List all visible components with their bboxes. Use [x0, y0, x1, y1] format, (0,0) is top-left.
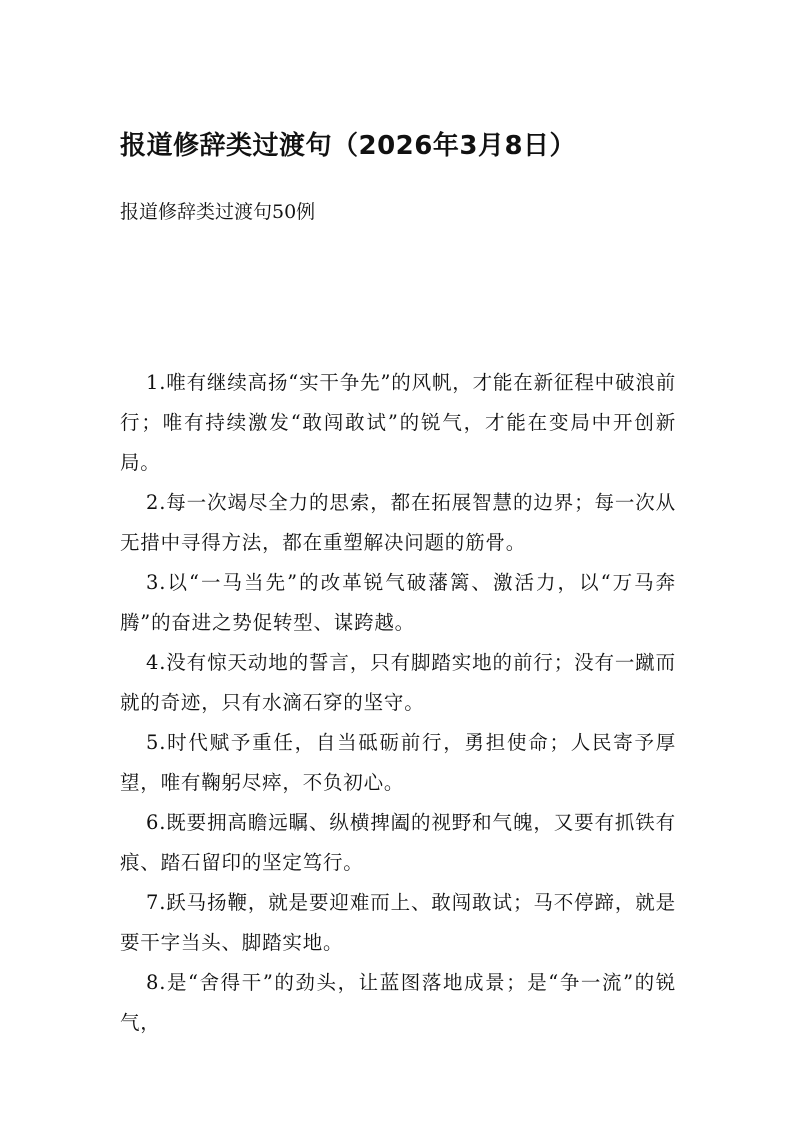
- paragraph-5: 5.时代赋予重任，自当砥砺前行，勇担使命；人民寄予厚望，唯有鞠躬尽瘁，不负初心。: [120, 731, 676, 794]
- document-subtitle: 报道修辞类过渡句50例: [120, 201, 316, 223]
- paragraph-3: 3.以“一马当先”的改革锐气破藩篱、激活力，以“万马奔腾”的奋进之势促转型、谋跨越。: [120, 571, 676, 634]
- paragraph-6: 6.既要拥高瞻远瞩、纵横捭阖的视野和气魄，又要有抓铁有痕、踏石留印的坚定笃行。: [120, 811, 676, 874]
- paragraph-1: 1.唯有继续高扬“实干争先”的风帆，才能在新征程中破浪前行；唯有持续激发“敢闯敢试”的锐气，才能在变局中开创新局。: [120, 371, 676, 474]
- paragraph-4: 4.没有惊天动地的誓言，只有脚踏实地的前行；没有一蹴而就的奇迹，只有水滴石穿的坚守。: [120, 651, 676, 714]
- paragraph-2: 2.每一次竭尽全力的思索，都在拓展智慧的边界；每一次从无措中寻得方法，都在重塑解决问题的筋骨。: [120, 491, 676, 554]
- document-title: 报道修辞类过渡句（2026年3月8日）: [120, 131, 577, 161]
- paragraph-8: 8.是“舍得干”的劲头，让蓝图落地成景；是“争一流”的锐气，: [120, 971, 676, 1034]
- document-body: [120, 363, 676, 1043]
- paragraph-7: 7.跃马扬鞭，就是要迎难而上、敢闯敢试；马不停蹄，就是要干字当头、脚踏实地。: [120, 891, 676, 954]
